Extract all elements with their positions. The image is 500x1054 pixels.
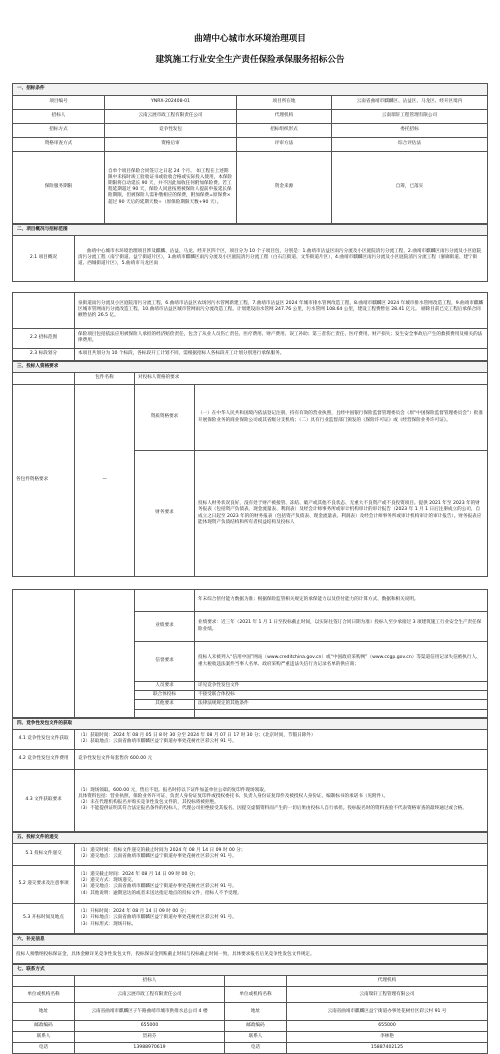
agent-label: 代理机构 <box>237 109 332 123</box>
other-req-label: 其他要求 <box>135 700 195 709</box>
scope-label-spacer <box>13 292 75 328</box>
contact-label: 联系人 <box>13 1032 75 1043</box>
page-subtitle: 建筑施工行业安全生产责任保险承保服务招标公告 <box>155 54 345 65</box>
submission-table <box>12 832 488 934</box>
perf-req-label: 业绩要求 <box>135 612 195 642</box>
col-tenderer: 招标人 <box>75 976 225 987</box>
blank-cell <box>13 976 75 987</box>
project-no-label: 项目编号 <box>13 95 105 109</box>
range-text: 保险项目包括依法应用被保险人承担的经济赔偿责任，包含了从业人员伤亡责任、医疗费用、财产费用、误工补助；第三者伤亡责任、医疗费用、财产损失；发生安全事故后产生的救援费用及相关的法律费用。 <box>75 328 488 348</box>
scope-label: 2.1 项目概况 <box>13 235 75 281</box>
fund-value: 自筹，已落实 <box>332 151 488 223</box>
jv-label: 联合体投标 <box>135 691 195 700</box>
section-header: 五、投标文件的递交 <box>13 832 488 843</box>
qual-method-label: 资格审查方式 <box>13 137 105 151</box>
period-label: 保险服务期限 <box>13 151 105 223</box>
org-label: 招标组织形式 <box>237 123 332 137</box>
qualification-table <box>12 361 488 577</box>
qual-req-label: 资质资格要求 <box>135 385 195 451</box>
acq-fee-text: 竞争性发包文件每套售价 600.00 元 <box>75 749 488 769</box>
submit-label: 5.1 投标文件递交 <box>13 843 75 865</box>
req-row-dash: — <box>75 385 135 577</box>
req-row-spacer <box>13 590 75 718</box>
agent-contact: 李林艳 <box>287 1032 488 1043</box>
req-dash-spacer <box>75 590 135 718</box>
agent-name: 云南瑞轩工程管理有限公司 <box>287 987 488 1003</box>
col-agent: 代理机构 <box>287 976 488 987</box>
fin-req-text-2: 年末综合偿付能力数据为准；根据保险监管相关规定的承保能力以及偿付能力的计算方式、数据和相关说明。 <box>195 590 488 612</box>
period-text: 自单个项目保险合同签订之日起 24 个月。 如工程在上述期限中未按时竣工验收证书或验收合格或实际投入使用，本保险期限将自动延长 90 天，并不因此加收任何附加保险费。若工程延期超过 90 天，保险人同意按照被保险人提前申报延长保险期限，但被保险人需补缴相应的保费，附加保费=原保费×超过 90 天后的延期天数÷（原保险期限天数+90 天）。 <box>105 151 237 223</box>
credit-req-label: 信誉要求 <box>135 642 195 682</box>
fund-label: 资金来源 <box>237 151 332 223</box>
qual-method-value: 资格后审 <box>105 137 237 151</box>
submit-text: （1）递交时间：投标文件递交的截止时间为 2024 年 08 月 14 日 09 时 00 分； （2）递交地点：云南省曲靖市麒麟区益宁街道办事处花树社区彩云村 91 号。 <box>75 843 488 865</box>
contact-table <box>12 964 488 1054</box>
qualification-table-cont <box>12 589 488 718</box>
project-loc: 云南省曲靖市麒麟区、沾益区、马龙区、经开区境内 <box>332 95 488 109</box>
addr-label: 地址 <box>13 1003 75 1021</box>
blank-cell <box>13 373 75 385</box>
acq-time-label: 4.1 竞争性发包文件获取 <box>13 729 75 749</box>
zip-label-2: 邮政编码 <box>225 1021 287 1032</box>
staff-req-label: 人员要求 <box>135 682 195 691</box>
lot-label: 2.3 标段划分 <box>13 348 75 360</box>
unit-label: 单位或机构名称 <box>13 987 75 1003</box>
section-header: 七、联系方式 <box>13 965 488 976</box>
project-loc-label: 项目所在地 <box>237 95 332 109</box>
col-package: 包件名称 <box>75 373 135 385</box>
tenderer-addr: 云南省曲靖市麒麟区子午路曲靖市城市供排水总公司 4 楼 <box>75 1003 225 1021</box>
fin-req-label: 财务要求 <box>135 451 195 577</box>
method-value: 竞争性发包 <box>105 123 237 137</box>
addr-label-2: 地址 <box>225 1003 287 1021</box>
fin-req-text: 投标人财务状况良好，没有处于财产被接管、冻结、破产或其他不良状态、无重大不良资产或不良投资项目。提供 2021 年至 2023 年的财务报表（包括资产负债表、现金流量表、利润表）及经会计师事务所或审计机构审计的审计报告（2023 年 1 月 1 日后注册成立的公司，自成立之日起至 2023 年的的财务报表（包括资产负债表、现金流量表、利润表）及经会计师事务所或审计机构审计的审计报告）。财务报表应能体现资产负债结构和所有者权益结构及投标人 <box>195 451 488 577</box>
supplement-text: 投标人须缴纳投标保证金，具体金额详见竞争性发包文件，投标保证金到账截止时间与投标截止时间一致，具体要求报名后见竞争性发包文件规定。 <box>13 946 488 964</box>
scope-text-1: 曲靖中心城市水环境治理项目涉及麒麟、沾益、马龙、经开区四个区，项目分为 10 个子项目包，分别是：1.曲靖市沾益区雨污分流及小区庭院清污分流工程，2.曲靖市麒麟区雨污分流及小区庭院清污分流工程（南宁街道、益宁街道片区），3.曲靖市麒麟区雨污分流及小区庭院清污分流工程（白石江街道、文华街道片区），4.曲靖市麒麟区雨污分流及小区庭院清污分流工程（寥廓街道、建宁街道、西城街道片区），5.曲靖市马龙区雨 <box>75 235 488 281</box>
jv-text: 不接受联合体投标 <box>195 691 488 700</box>
other-req-text: 法律法规规定的其他条件 <box>195 700 488 709</box>
staff-req-text: 详见竞争性发包文件 <box>195 682 488 691</box>
document-acquisition-table <box>12 718 488 832</box>
section-header: 四、竞争性发包文件的获取 <box>13 718 488 729</box>
agent-zip: 655000 <box>287 1021 488 1032</box>
opening-text: （1）开标时间：2024 年 08 月 14 日 09 时 00 分； （2）开标地点：云南省曲靖市麒麟区益宁街道办事处花树社区彩云村 91 号。 （3）开标形式：现场开标。 <box>75 903 488 933</box>
method-label: 招标方式 <box>13 123 105 137</box>
tenderer-phone: 13988970619 <box>75 1043 225 1054</box>
agent-addr: 云南省曲靖市麒麟区益宁街道办事处花树社区彩云村 91 号 <box>287 1003 488 1021</box>
acq-time-text: （1）获取时间：2024 年 08 月 05 日 8 时 30 分至 2024 年 08 月 07 日 17 时 30 分；(北京时间，节假日除外） （2）获取地点：云南省曲靖市麒麟区益宁街道办事处花树社区彩云村 91 号。 <box>75 729 488 749</box>
tenderer-zip: 655000 <box>75 1021 225 1032</box>
agent-value: 云南瑞轩工程管理有限公司 <box>332 109 488 123</box>
perf-req-text: 业绩要求：近三年（2021 年 1 月 1 日至投标截止时间，以实际往签订合同日期为准）投标人至少承接过 3 项建筑施工行业安全生产责任保险业绩。 <box>195 612 488 642</box>
agent-phone: 15887402125 <box>287 1043 488 1054</box>
opening-label: 5.3 开标时间及地点 <box>13 903 75 933</box>
project-overview-table-cont <box>12 292 488 361</box>
zip-label: 邮政编码 <box>13 1021 75 1032</box>
section-header: 三、投标人资格要求 <box>13 361 488 372</box>
tenderer-contact: 贺莉芬 <box>75 1032 225 1043</box>
acq-req-label: 4.3 文件获取要求 <box>13 769 75 831</box>
fin-cont-spacer <box>135 590 195 612</box>
project-no: YNRX-202408-01 <box>105 95 237 109</box>
tender-conditions-table <box>12 83 488 223</box>
submit-req-label: 5.2 递交要求及注意事项 <box>13 865 75 903</box>
eval-label: 评审方法 <box>237 137 332 151</box>
section-header: 二、项目概况与招标范围 <box>13 224 488 235</box>
supplement-table <box>12 934 488 964</box>
acq-fee-label: 4.2 竞争性发包文件费用 <box>13 749 75 769</box>
phone-label: 电话 <box>13 1043 75 1054</box>
qual-req-text: （一）在中华人民共和国境内依法登记注册，持有有效的营业执照，且经中国银行保险监督管理委员会（原“中国保险监督管理委员会”）批准开展保险业务的商业保险公司或其省级分支机构；（二）具有行业监督部门颁发的《保险许可证》或《经营保险业务许可证》。 <box>195 385 488 451</box>
org-value: 委托招标 <box>332 123 488 137</box>
submit-req-text: （1）递交截止时间：2024 年 08 月 14 日 09 时 00 分； （2）递交方式：现场递交。 （3）递交地点：云南省曲靖市麒麟区益宁街道办事处花树社区彩云村 91 号。 （4）其他说明：逾期送达的或者未送达指定地点的投标文件，招标人不予受理。 <box>75 865 488 903</box>
tenderer-name: 云南云展市政工程有限责任公司 <box>75 987 225 1003</box>
project-overview-table <box>12 224 488 282</box>
range-label: 2.2 招标范围 <box>13 328 75 348</box>
unit-label-2: 单位或机构名称 <box>225 987 287 1003</box>
section-header: 一、招标条件 <box>13 84 488 95</box>
blank-cell <box>135 709 195 717</box>
scope-text-2: 泉街道雨污分流及小区庭院清污分流工程，6.曲靖市沾益区农场河污水管网新建工程，7.曲靖市沾益区 2024 年城市排水管网改造工程，8.曲靖市麒麟区 2024 年城市排水管网改造工程，9.曲靖市麒麟区城市管网雨污分流改造工程，10.曲靖市沾益区城市管网雨污分流改造工程。计划建设雨水管网 247.76 公里，污水管网 108.64 公里，建设工程费暂估 28.41 亿元。 剔除目前已完工程后承保合同额暂估约 26.5 亿。 <box>75 292 488 328</box>
credit-req-text: 投标人未被列入“信用中国”网站（www.creditchina.gov.cn）或“中国政府采购网”（www.ccgp.gov.cn）等渠道信用记录失信被执行人、重大税收违法案件当事人名单、政府采购严重违法失信行为记录名单的供应商； <box>195 642 488 682</box>
col-requirement: 对投标人资格的要求 <box>135 373 488 385</box>
contact-label-2: 联系人 <box>225 1032 287 1043</box>
req-row-label: 各包件资格要求 <box>13 385 75 577</box>
blank-cell <box>225 976 287 987</box>
notice-page <box>12 0 488 1054</box>
section-header: 六、补充信息 <box>13 934 488 945</box>
tenderer-value: 云南云展市政工程有限责任公司 <box>105 109 237 123</box>
lot-text: 本项目共划分为 10 个标段，各标段开工计划不同，需根据招标人各标段开工计划分别进行承保服务。 <box>75 348 488 360</box>
blank-cell <box>195 709 488 717</box>
acq-req-text: （1）现场领取。600.00 元，售后不退。报名时持以下证件加盖单位公章的复印件现场领取。 具体资料包括：营业执照、保险业务许可证、负责人身份证复印件或授权委托书、负责人身份证复印件及被授权人身份证、编制标书的承诺书（见附件）。 （2）未在代理机构报名并购买竞争性发包文件的，其投标将被拒绝。 （3）不能提供证明其符合法定报名条件的投标人，代理公司拒绝接受其报名。因提交虚假资料而产生的一切后果由投标人自行承担。投标报名时的资料查验不代表资格审查的最终通过或合格。 <box>75 769 488 831</box>
page-title: 曲靖中心城市水环境治理项目 <box>194 34 306 44</box>
eval-value: 综合评估法 <box>332 137 488 151</box>
tenderer-label: 招标人 <box>13 109 105 123</box>
phone-label-2: 电话 <box>225 1043 287 1054</box>
